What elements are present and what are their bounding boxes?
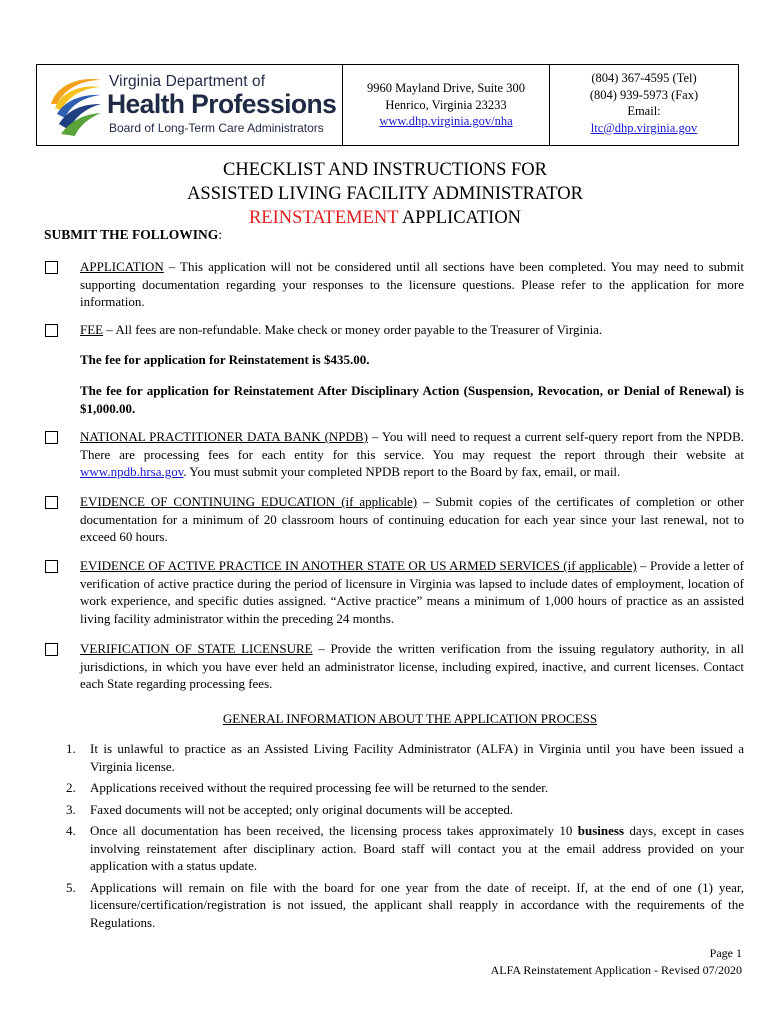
submit-heading-colon: :	[218, 227, 223, 242]
list-item	[44, 779, 744, 797]
list-number: 1.	[66, 741, 76, 756]
address-cell	[343, 65, 550, 145]
checkbox[interactable]	[45, 560, 58, 573]
item-text	[80, 321, 744, 339]
item-text	[80, 557, 744, 627]
list-text-end: days, except in cases involving reinstatement after disciplinary action. Board staff will contact you at the email address provided on your application with a status update.	[90, 823, 745, 873]
page-footer	[491, 945, 742, 979]
list-number: 5.	[66, 879, 76, 895]
item-body: – Provide the written verification from the issuing regulatory authority, in all jurisdictions, in which you have ever held an administrator license, including expired, inactive, and current licenses. Contact each State regarding processing fees.	[80, 641, 744, 691]
fee-reinstatement-disciplinary: The fee for application for Reinstatement After Disciplinary Action (Suspension, Revocation, or Denial of Renewal) is $1,000.00.	[80, 383, 744, 416]
page-title	[0, 158, 770, 230]
list-text: Applications received without the required processing fee will be returned to the sender.	[90, 780, 549, 795]
form-revision: ALFA Reinstatement Application - Revised 07/2020	[490, 963, 742, 977]
list-text: Applications will remain on file with the board for one year from the date of receipt. If, at the end of one (1) year, licensure/certification/registration is not issued, the applicant shall reapply in accordance with the requirements of the Regulations.	[90, 879, 744, 930]
item-label: FEE	[80, 322, 104, 337]
fee-reinstatement: The fee for application for Reinstatement is $435.00.	[80, 352, 370, 367]
board-name: Board of Long-Term Care Administrators	[109, 121, 324, 135]
tel: (804) 367-4595 (Tel)	[591, 71, 697, 85]
item-body: – This application will not be considered until all sections have been completed. You may need to submit supporting documentation regarding your responses to the licensure questions. Please refer to the application for more information.	[80, 259, 744, 309]
fax: (804) 939-5973 (Fax)	[589, 87, 699, 102]
list-number: 3.	[66, 801, 76, 817]
item-label: EVIDENCE OF ACTIVE PRACTICE IN ANOTHER STATE OR US ARMED SERVICES (if applicable)	[80, 558, 637, 573]
general-info-list	[44, 740, 744, 935]
email-label: Email:	[627, 104, 661, 118]
checkbox[interactable]	[45, 431, 58, 444]
address-line1: 9960 Mayland Drive, Suite 300	[367, 81, 525, 95]
checkbox[interactable]	[45, 496, 58, 509]
list-item	[44, 822, 744, 875]
list-text-bold: business	[577, 823, 625, 838]
title-line2: ASSISTED LIVING FACILITY ADMINISTRATOR	[187, 184, 583, 204]
item-text	[80, 258, 744, 311]
title-reinstatement: REINSTATEMENT	[248, 208, 399, 228]
item-label: VERIFICATION OF STATE LICENSURE	[80, 641, 313, 656]
item-text	[80, 640, 744, 693]
org-line1: Virginia Department of	[109, 73, 266, 90]
list-number: 4.	[66, 823, 76, 838]
list-text: Once all documentation has been received, the licensing process takes approximately 10	[90, 823, 578, 838]
item-body-end: . You must submit your completed NPDB report to the Board by fax, email, or mail.	[183, 464, 621, 479]
item-text	[80, 428, 744, 481]
npdb-link[interactable]: www.npdb.hrsa.gov	[80, 464, 184, 479]
item-body: – Submit copies of the certificates of completion or other documentation for a minimum of 20 classroom hours of continuing education for each year since your last renewal, not to exceed 60 hours.	[80, 494, 745, 544]
letterhead	[36, 64, 739, 146]
website-link[interactable]: www.dhp.virginia.gov/nha	[379, 114, 513, 128]
item-label: NATIONAL PRACTITIONER DATA BANK (NPDB)	[80, 429, 368, 444]
checkbox[interactable]	[45, 324, 58, 337]
item-body: – You will need to request a current self-query report from the NPDB. There are processing fees for each entity for this service. You may request the report through their website at	[80, 429, 744, 462]
checkbox[interactable]	[45, 261, 58, 274]
logo-cell	[37, 65, 343, 145]
list-text: It is unlawful to practice as an Assisted Living Facility Administrator (ALFA) in Virginia until you have been issued a Virginia license.	[90, 741, 744, 774]
submit-heading-text: SUBMIT THE FOLLOWING	[44, 227, 219, 242]
item-label: APPLICATION	[80, 259, 164, 274]
checkbox[interactable]	[45, 643, 58, 656]
submit-heading	[44, 227, 222, 243]
item-text	[80, 493, 744, 546]
item-body: – All fees are non-refundable. Make check or money order payable to the Treasurer of Virginia.	[103, 322, 603, 337]
general-info-heading: GENERAL INFORMATION ABOUT THE APPLICATION PROCESS	[222, 711, 598, 726]
title-line1: CHECKLIST AND INSTRUCTIONS FOR	[223, 160, 547, 180]
list-item	[44, 740, 744, 775]
list-item	[44, 879, 744, 932]
list-text: Faxed documents will not be accepted; only original documents will be accepted.	[90, 801, 514, 817]
org-name: Health Professions	[107, 89, 337, 119]
dhp-swoosh-logo-icon	[47, 74, 103, 136]
email-link[interactable]: ltc@dhp.virginia.gov	[590, 120, 698, 135]
page-number: Page 1	[709, 946, 742, 960]
list-item	[44, 801, 744, 819]
address-line2: Henrico, Virginia 23233	[385, 97, 507, 112]
list-number: 2.	[66, 780, 76, 795]
item-label: EVIDENCE OF CONTINUING EDUCATION (if applicable)	[80, 494, 418, 509]
title-application: APPLICATION	[401, 208, 522, 228]
item-body: – Provide a letter of verification of active practice during the period of licensure in Virginia was lapsed to include dates of employment, location of work experience, and specific duties assigned. “Active practice” means a minimum of 1,000 hours of practice as an assisted living facility administrator within the preceding 24 months.	[80, 558, 744, 626]
contact-cell	[550, 65, 738, 145]
